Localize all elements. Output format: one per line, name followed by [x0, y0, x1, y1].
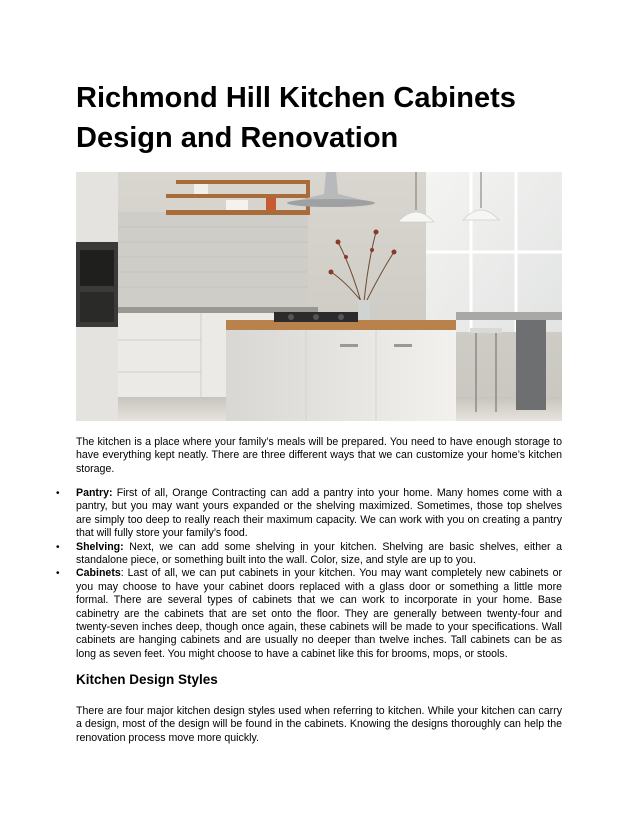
- list-item-text: First of all, Orange Contracting can add a pantry into your home. Many homes come with a pantry, but you may want yours expanded or the shelving maximized. Sometimes, those top shelves are simply too deep to really reach their maximum capacity. We can work with you on creating a pantry that will fully store your family’s food.: [76, 487, 562, 540]
- page-title: Richmond Hill Kitchen Cabinets Design and Renovation: [76, 82, 516, 154]
- storage-options-list: [56, 487, 562, 661]
- section-heading: Kitchen Design Styles: [76, 672, 218, 687]
- list-item-term: Cabinets: [76, 567, 121, 580]
- intro-paragraph: The kitchen is a place where your family’s meals will be prepared. You need to have enough storage to have everything kept neatly. There are three different ways that we can customize your home’s kitchen storage.: [76, 436, 562, 475]
- list-item-term: Shelving:: [76, 540, 124, 553]
- list-item-term: Pantry:: [76, 487, 113, 499]
- list-item-pantry: [56, 487, 562, 541]
- list-item-cabinets: [56, 567, 562, 661]
- section-paragraph: There are four major kitchen design styles used when referring to kitchen. While your kitchen can carry a design, most of the design will be found in the cabinets. Knowing the designs thoroughly can help the renovation process move more quickly.: [76, 705, 562, 744]
- kitchen-photo: [76, 172, 562, 421]
- list-item-text: : Last of all, we can put cabinets in your kitchen. You may want completely new cabinets or you may choose to have your cabinet doors replaced with a glass door or something a little more formal. There are several types of cabinets that we can work to incorporate in your home. Base cabinetry are the cabinets that are set onto the floor. They are generally between twenty-four and twenty-seven inches deep, though once again, these cabinets will be made to your specifications. Wall cabinets are hanging cabinets and are usually no deeper than twelve inches. Tall cabinets can be as long as seven feet. You might choose to have a cabinet like this for brooms, mops, or stools.: [76, 567, 562, 660]
- list-item-text: Next, we can add some shelving in your kitchen. Shelving are basic shelves, either a standalone piece, or something built into the wall. Color, size, and style are up to you.: [76, 540, 562, 567]
- list-item-shelving: [56, 540, 562, 568]
- bullet-icon: •: [56, 541, 60, 553]
- bullet-icon: •: [56, 568, 60, 580]
- bullet-icon: •: [56, 488, 60, 499]
